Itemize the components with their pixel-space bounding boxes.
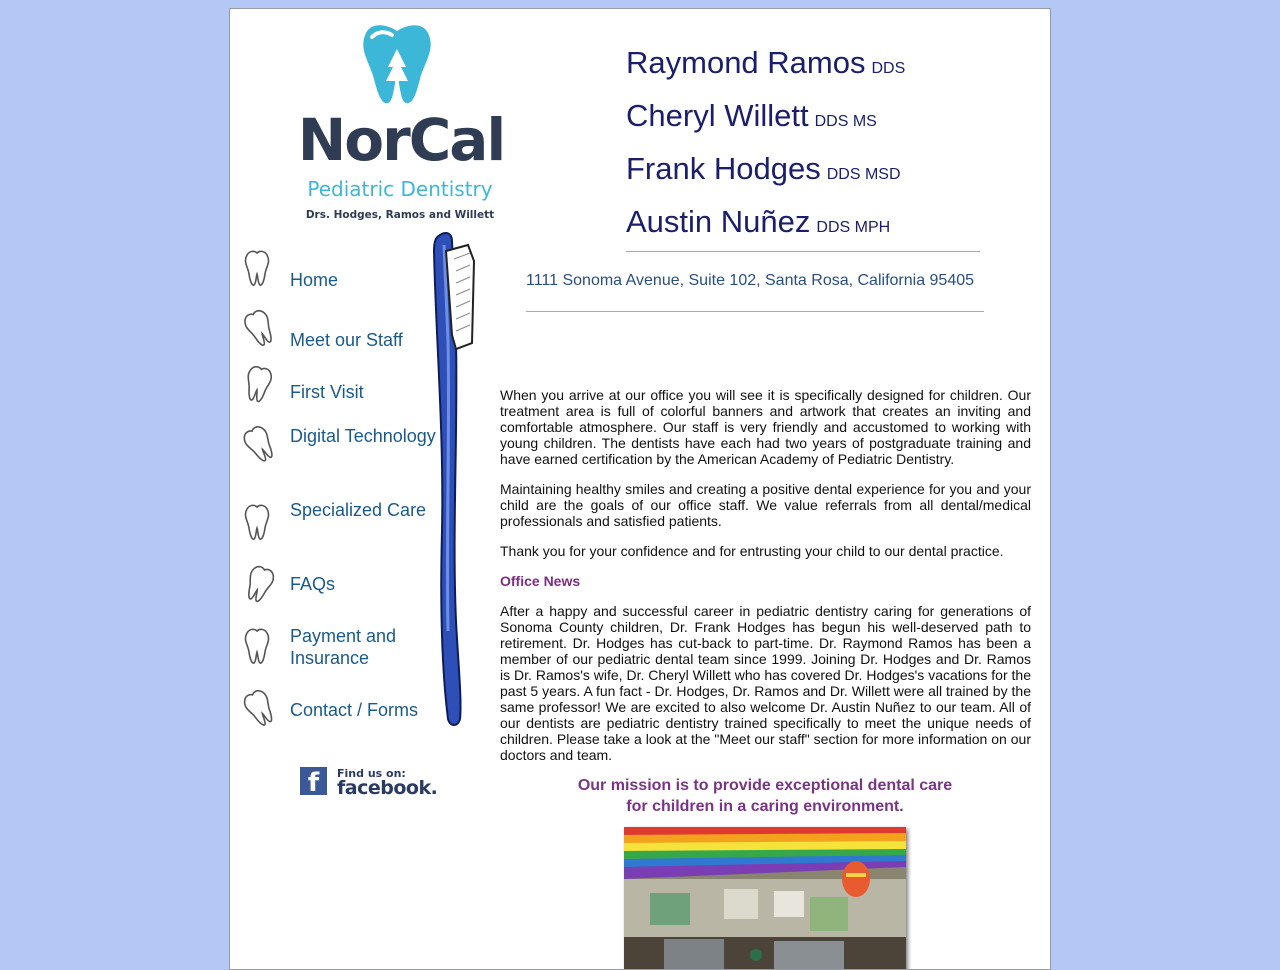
nav-label: Specialized Care <box>290 500 427 520</box>
mission-statement <box>540 775 990 817</box>
nav-label: Home <box>290 270 339 290</box>
doctor-ramos <box>626 45 905 81</box>
goals-paragraph: Maintaining healthy smiles and creating a positive dental experience for you and your child are the goals of our office staff. We value referrals from all dental/medical professionals and satisfied patients. <box>500 481 1031 529</box>
nav-label: Digital Technology <box>290 426 436 446</box>
office-photo-image <box>624 827 906 970</box>
mission-line: Our mission is to provide exceptional dental care <box>577 777 953 794</box>
doctor-credentials: DDS MPH <box>816 219 891 236</box>
logo-brand: NorCal <box>297 106 505 174</box>
office-address: 1111 Sonoma Avenue, Suite 102, Santa Rosa, California 95405 <box>526 272 975 289</box>
doctor-name: Frank Hodges <box>626 151 821 186</box>
tooth-icon <box>242 309 278 349</box>
doctor-willett <box>626 98 877 134</box>
nav-label: First Visit <box>290 382 364 402</box>
office-photo <box>624 827 906 970</box>
doctor-name: Raymond Ramos <box>626 45 866 80</box>
page-container <box>229 8 1051 970</box>
tooth-icon <box>242 249 272 287</box>
mission-line: for children in a caring environment. <box>626 798 904 815</box>
office-news-text: After a happy and successful career in pediatric dentistry caring for generations of Sonoma County children, Dr. Frank Hodges has begun his well-deserved path to retirement. Dr. Hodges has cut-back to part-time. Dr. Raymond Ramos has been a member of our pediatric dental team since 1999. Joining Dr. Hodges and Dr. Ramos is Dr. Ramos's wife, Dr. Cheryl Willett who has covered Dr. Hodges's vacations for the past 5 years. A fun fact - Dr. Hodges, Dr. Ramos and Dr. Willett were all trained by the same professor! We are excited to also welcome Dr. Austin Nuñez to our team. All of our dentists are pediatric dentistry trained specifically to meet the unique needs of children. Please take a look at the "Meet our staff" section for more information on our doctors and team. <box>500 603 1031 763</box>
tooth-icon <box>242 503 272 541</box>
office-news-heading: Office News <box>500 573 581 589</box>
tooth-icon <box>242 689 278 729</box>
main-content <box>500 387 1031 777</box>
divider <box>526 311 984 312</box>
nav-label: Meet our Staff <box>290 330 403 350</box>
tooth-icon <box>242 627 272 665</box>
logo[interactable] <box>280 23 520 221</box>
doctor-credentials: DDS <box>871 60 906 77</box>
tooth-logo-icon <box>358 23 436 105</box>
doctor-name: Austin Nuñez <box>626 204 811 239</box>
facebook-name: facebook. <box>337 777 438 799</box>
divider <box>626 251 980 252</box>
nav-label: Payment and Insurance <box>290 626 397 668</box>
doctor-hodges <box>626 151 901 187</box>
doctor-nunez <box>626 204 890 240</box>
logo-doctors-line: Drs. Hodges, Ramos and Willett <box>305 209 495 221</box>
nav-label: FAQs <box>290 574 336 594</box>
intro-paragraph: When you arrive at our office you will see it is specifically designed for children. Our treatment area is full of colorful banners and artwork that creates an inviting and comfortable atmosphere. Our staff is very friendly and accustomed to working with young children. The dentists have each had two years of postgraduate training and have earned certification by the American Academy of Pediatric Dentistry. <box>500 387 1031 467</box>
facebook-link[interactable] <box>300 767 438 799</box>
doctor-credentials: DDS MS <box>814 113 877 130</box>
toothbrush-icon <box>422 231 482 727</box>
nav-label: Contact / Forms <box>290 700 419 720</box>
thanks-paragraph: Thank you for your confidence and for entrusting your child to our dental practice. <box>500 543 1004 559</box>
tooth-icon <box>242 365 274 405</box>
logo-subtitle: Pediatric Dentistry <box>307 177 493 201</box>
doctor-credentials: DDS MSD <box>826 166 901 183</box>
doctor-name: Cheryl Willett <box>626 98 809 133</box>
tooth-icon <box>242 425 278 465</box>
facebook-find-text: Find us on: <box>337 767 406 780</box>
facebook-icon: f <box>300 767 327 795</box>
tooth-icon <box>242 565 276 605</box>
